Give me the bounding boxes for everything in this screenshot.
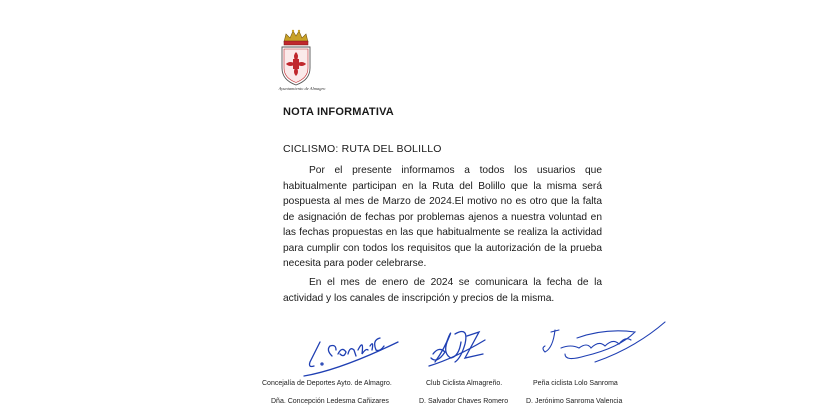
body-paragraph: Por el presente informamos a todos los usuarios que habitualmente participan en la Ruta del Bolillo que la misma será pospuesta al mes de Marzo de 2024.El motivo no es otro que la falta de asignación de fechas por problemas ajenos a nuestra voluntad en las fechas propuestas en las que habitualmente se realiza la actividad para cumplir con todos los requisitos que la autorización de la prueba necesita para poder celebrarse. (283, 165, 602, 269)
signatory-name: Dña. Concepción Ledesma Cañizares (271, 398, 389, 405)
signatory-name: D. Jerónimo Sanroma Valencia (526, 398, 623, 405)
signatory-name: D. Salvador Chaves Romero (419, 398, 509, 405)
signatory-organization: Concejalía de Deportes Ayto. de Almagro. (262, 380, 392, 387)
signatory-organization: Club Ciclista Almagreño. (426, 380, 503, 387)
document-subject: CICLISMO: RUTA DEL BOLILLO (283, 143, 442, 155)
signature-concejalia (300, 320, 410, 378)
document-title: NOTA INFORMATIVA (283, 106, 394, 118)
signature-pena-ciclista (535, 318, 670, 378)
signatory-organization: Peña ciclista Lolo Sanroma (533, 380, 618, 387)
coat-of-arms-icon (278, 28, 314, 88)
crest-caption: Ayuntamiento de Almagro (278, 86, 326, 91)
body-paragraph: En el mes de enero de 2024 se comunicara la fecha de la actividad y los canales de inscripción y precios de la misma. (283, 277, 602, 304)
signature-club-ciclista (425, 318, 495, 376)
